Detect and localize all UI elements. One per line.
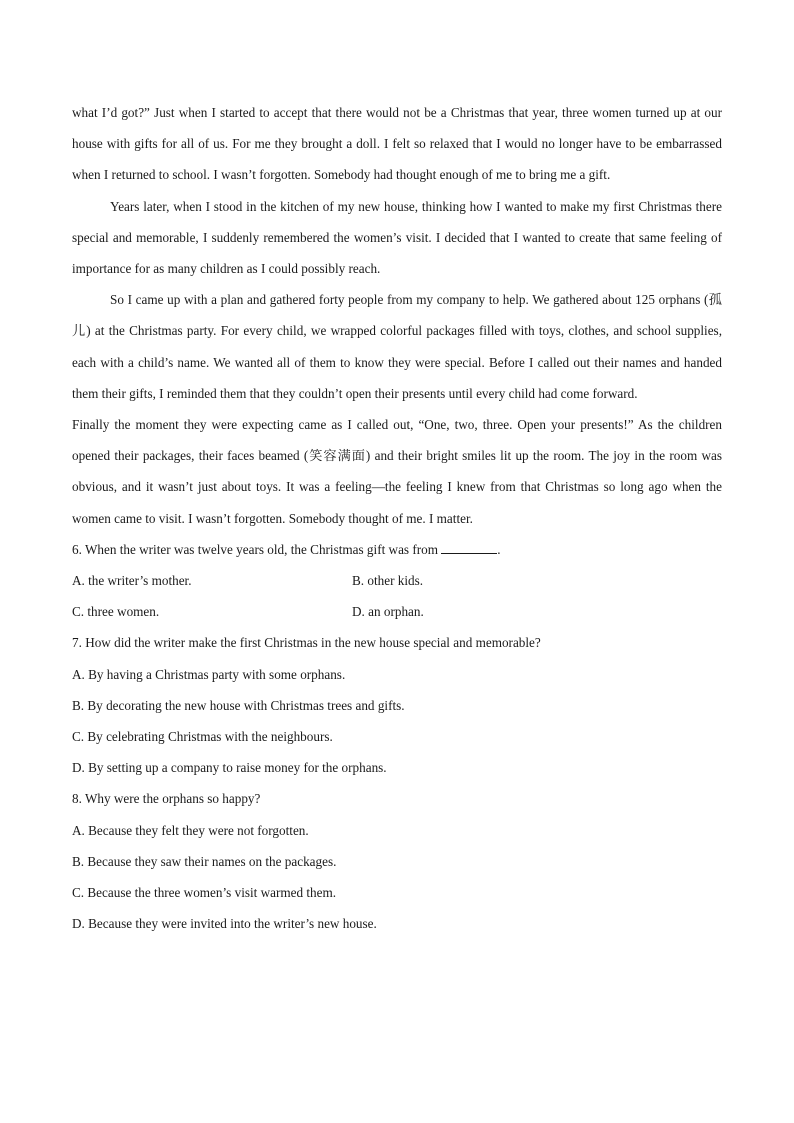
question-6-end: . — [497, 541, 501, 557]
document-content — [72, 97, 722, 939]
passage-paragraph-1: what I’d got?” Just when I started to accept that there would not be a Christmas that year, three women turned up at our house with gifts for all of us. For me they brought a doll. I felt so relaxed that I would no longer have to be embarrassed when I returned to school. I wasn’t forgotten. Somebody had thought enough of me to bring me a gift. — [72, 105, 722, 183]
question-6-options-row-2 — [72, 596, 722, 627]
option-8c: C. Because the three women’s visit warmed them. — [72, 885, 337, 901]
option-8b: B. Because they saw their names on the packages. — [72, 853, 337, 869]
passage-paragraph-4: Finally the moment they were expecting came as I called out, “One, two, three. Open your presents!” As the children opened their packages, their faces beamed (笑容满面) and their bright smiles lit up the room. The joy in the room was obvious, and it wasn’t just about toys. It was a feeling—the feeling I knew from that Christmas so long ago when the women came to visit. I wasn’t forgotten. Somebody thought of me. I matter. — [72, 417, 722, 526]
question-6-options-row-1 — [72, 565, 722, 596]
option-6b: B. other kids. — [352, 573, 424, 589]
option-6d: D. an orphan. — [352, 604, 424, 620]
option-7d: D. By setting up a company to raise money for the orphans. — [72, 760, 387, 776]
question-6-stem: 6. When the writer was twelve years old, the Christmas gift was from — [72, 541, 438, 557]
passage-paragraph-2: Years later, when I stood in the kitchen of my new house, thinking how I wanted to make my first Christmas there special and memorable, I suddenly remembered the women’s visit. I decided that I wanted to create that same feeling of importance for as many children as I could possibly reach. — [72, 198, 722, 277]
option-8a: A. Because they felt they were not forgotten. — [72, 822, 309, 838]
question-6 — [72, 534, 722, 565]
passage-paragraph-3: So I came up with a plan and gathered forty people from my company to help. We gathered about 125 orphans (孤儿) at the Christmas party. For every child, we wrapped colorful packages filled with toys, clothes, and school supplies, each with a child’s name. We wanted all of them to know they were special. Before I called out their names and handed them their gifts, I reminded them that they couldn’t open their presents until every child had come forward. — [72, 292, 722, 401]
option-6a: A. the writer’s mother. — [72, 573, 192, 589]
option-8d: D. Because they were invited into the writer’s new house. — [72, 916, 377, 932]
option-7b: B. By decorating the new house with Christmas trees and gifts. — [72, 697, 405, 713]
option-6c: C. three women. — [72, 604, 160, 620]
answer-blank — [441, 541, 497, 554]
option-7a: A. By having a Christmas party with some orphans. — [72, 666, 346, 682]
question-8-stem: 8. Why were the orphans so happy? — [72, 791, 261, 807]
option-7c: C. By celebrating Christmas with the neighbours. — [72, 729, 333, 745]
question-7-stem: 7. How did the writer make the first Christmas in the new house special and memorable? — [72, 635, 541, 651]
